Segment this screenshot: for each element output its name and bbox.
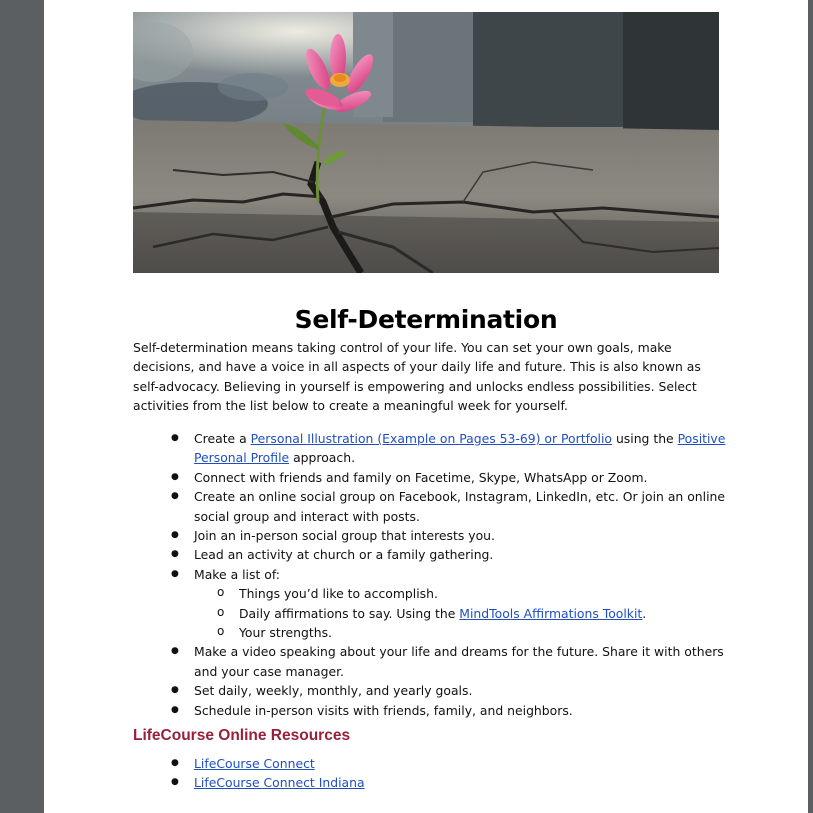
- viewer-background-right: [808, 0, 813, 813]
- page-title: Self-Determination: [294, 304, 558, 334]
- hero-image: [133, 12, 719, 273]
- list-item: [133, 773, 733, 792]
- item-text: using the: [612, 431, 678, 446]
- item-text: Create a: [194, 431, 251, 446]
- resources-list: [133, 754, 733, 793]
- personal-illustration-link[interactable]: Personal Illustration (Example on Pages 53-69) or Portfolio: [250, 431, 612, 446]
- list-item: ● Schedule in-person visits with friends, family, and neighbors.: [133, 701, 733, 720]
- item-text: Daily affirmations to say. Using the: [239, 605, 460, 621]
- list-item: ● Connect with friends and family on Facetime, Skype, WhatsApp or Zoom.: [133, 468, 733, 487]
- flower-in-crack-photo: [133, 12, 719, 273]
- intro-paragraph: Self-determination means taking control of your life. You can set your own goals, make decisions, and have a voice in all aspects of your daily life and future. This is also known as self-advocacy. Believing in yourself is empowering and unlocks endless possibilities. Select activities from the list below to create a meaningful week for yourself.: [133, 340, 701, 414]
- viewer-background-left: [0, 0, 44, 813]
- item-text: approach.: [289, 450, 356, 466]
- list-item: [133, 429, 733, 468]
- list-item: ● Join an in-person social group that interests you.: [133, 526, 733, 545]
- positive-personal-profile-link[interactable]: Positive Personal Profile: [194, 431, 726, 466]
- list-item: ● Make a video speaking about your life and dreams for the future. Share it with others and your case manager.: [133, 642, 733, 681]
- item-text: Make a list of:: [194, 566, 280, 582]
- activities-list: [133, 429, 733, 720]
- resources-heading: LifeCourse Online Resources: [133, 727, 351, 744]
- lifecourse-connect-link[interactable]: LifeCourse Connect: [194, 756, 315, 771]
- sublist-item: o Your strengths.: [194, 623, 733, 642]
- lifecourse-connect-indiana-link[interactable]: LifeCourse Connect Indiana: [194, 775, 365, 791]
- sublist: [194, 584, 733, 642]
- item-text: .: [642, 605, 647, 621]
- list-item: [133, 565, 733, 643]
- list-item: [133, 754, 733, 773]
- sublist-item: [194, 604, 733, 623]
- document-page: [44, 0, 808, 813]
- mindtools-affirmations-link[interactable]: MindTools Affirmations Toolkit: [459, 605, 643, 621]
- list-item: ● Create an online social group on Facebook, Instagram, LinkedIn, etc. Or join an online social group and interact with posts.: [133, 487, 733, 526]
- sublist-item: o Things you’d like to accomplish.: [194, 584, 733, 603]
- list-item: ● Lead an activity at church or a family gathering.: [133, 545, 733, 564]
- list-item: ● Set daily, weekly, monthly, and yearly goals.: [133, 681, 733, 700]
